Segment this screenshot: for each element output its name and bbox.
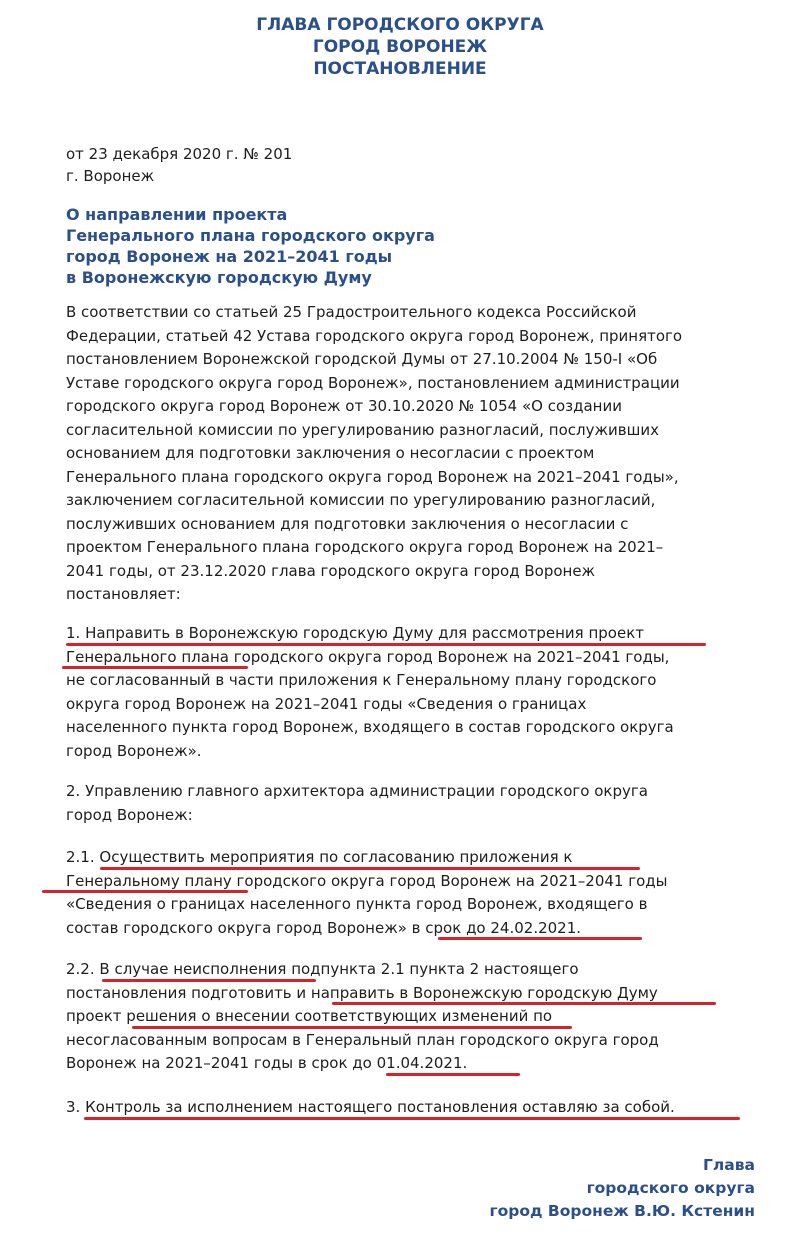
signature-name: город Воронеж В.Ю. Кстенин: [489, 1202, 755, 1220]
signature-organization: городского округа: [586, 1179, 755, 1197]
item-2-2-paragraph: [66, 958, 756, 1076]
item-2-1-line: состав городского округа город Воронеж» в срок до 24.02.2021.: [66, 918, 582, 937]
document-header: [0, 14, 800, 80]
subject-line: О направлении проекта: [66, 205, 288, 224]
preamble-line: В соответствии со статьей 25 Градостроительного кодекса Российской: [66, 303, 637, 321]
item-2-1-line: 2.1. Осуществить мероприятия по согласованию приложения к: [66, 848, 573, 866]
item-2-2-line: Воронеж на 2021–2041 годы в срок до 01.04.2021.: [66, 1054, 468, 1072]
header-authority: ГЛАВА ГОРОДСКОГО ОКРУГА: [256, 15, 544, 35]
item-1-line: не согласованный в части приложения к Генеральному плану городского: [66, 671, 657, 689]
item-1-line: Генерального плана городского округа город Воронеж на 2021–2041 годы,: [66, 647, 670, 666]
item-1-line: 1. Направить в Воронежскую городскую Думу для рассмотрения проект: [66, 624, 644, 642]
item-2-2-line: проект решения о внесении соответствующих изменений по: [66, 1007, 553, 1025]
item-2-1-line: «Сведения о границах населенного пункта город Воронеж, входящего в: [66, 895, 648, 913]
highlight-underline: [62, 666, 248, 669]
preamble-paragraph: [66, 301, 756, 607]
item-2-2-line: несогласованным вопросам в Генеральный план городского округа город: [66, 1030, 659, 1049]
preamble-line: постановляет:: [66, 585, 181, 603]
highlight-underline: [438, 937, 642, 940]
preamble-line: проектом Генерального плана городского округа город Воронеж на 2021–: [66, 538, 664, 556]
item-2-paragraph: [66, 780, 756, 827]
highlight-underline: [332, 1002, 716, 1005]
item-2-2-line: постановления подготовить и направить в Воронежскую городскую Думу: [66, 983, 658, 1002]
preamble-line: Уставе городского округа город Воронеж», постановлением администрации: [66, 373, 680, 392]
document-meta: [66, 143, 292, 187]
highlight-underline: [84, 1117, 740, 1120]
item-3-line: 3. Контроль за исполнением настоящего постановления оставляю за собой.: [66, 1098, 675, 1116]
subject-line: в Воронежскую городскую Думу: [66, 268, 372, 287]
item-1-line: округа город Воронеж на 2021–2041 годы «Сведения о границах: [66, 694, 587, 713]
highlight-underline: [102, 979, 316, 982]
document-city: г. Воронеж: [66, 167, 155, 185]
item-2-2-line: 2.2. В случае неисполнения подпункта 2.1 пункта 2 настоящего: [66, 960, 579, 978]
item-2-line: 2. Управлению главного архитектора администрации городского округа: [66, 782, 648, 800]
item-1-line: город Воронеж».: [66, 741, 202, 760]
preamble-line: согласительной комиссии по урегулированию разногласий, послуживших: [66, 420, 659, 439]
item-2-1-line: Генеральному плану городского округа город Воронеж на 2021–2041 годы: [66, 871, 668, 890]
highlight-underline: [132, 1026, 572, 1029]
preamble-line: основанием для подготовки заключения о несогласии с проектом: [66, 444, 595, 462]
signature-block: [490, 1154, 755, 1223]
highlight-underline: [386, 1073, 520, 1076]
signature-title: Глава: [703, 1156, 755, 1174]
subject-line: Генерального плана городского округа: [66, 226, 435, 245]
header-doc-type: ПОСТАНОВЛЕНИЕ: [313, 59, 487, 79]
document-subject: [66, 204, 435, 288]
preamble-line: постановлением Воронежской городской Думы от 27.10.2004 № 150-I «Об: [66, 350, 658, 368]
item-3-paragraph: [66, 1096, 756, 1120]
subject-line: город Воронеж на 2021–2041 годы: [66, 247, 393, 266]
highlight-underline: [42, 890, 248, 893]
highlight-underline: [66, 643, 706, 646]
preamble-line: Федерации, статьей 42 Устава городского округа город Воронеж, принятого: [66, 326, 683, 345]
document-date: от 23 декабря 2020 г. № 201: [66, 145, 293, 163]
item-2-line: город Воронеж:: [66, 805, 193, 824]
preamble-line: заключением согласительной комиссии по урегулированию разногласий,: [66, 491, 656, 509]
preamble-line: 2041 годы, от 23.12.2020 глава городского округа город Воронеж: [66, 561, 596, 580]
header-city: ГОРОД ВОРОНЕЖ: [312, 37, 488, 57]
highlight-underline: [100, 867, 640, 870]
item-1-line: населенного пункта город Воронеж, входящего в состав городского округа: [66, 718, 674, 736]
preamble-line: послуживших основанием для подготовки заключения о несогласии с: [66, 514, 629, 533]
item-2-1-paragraph: [66, 846, 756, 940]
preamble-line: городского округа город Воронеж от 30.10.2020 № 1054 «О создании: [66, 397, 622, 415]
preamble-line: Генерального плана городского округа город Воронеж на 2021–2041 годы»,: [66, 467, 679, 486]
